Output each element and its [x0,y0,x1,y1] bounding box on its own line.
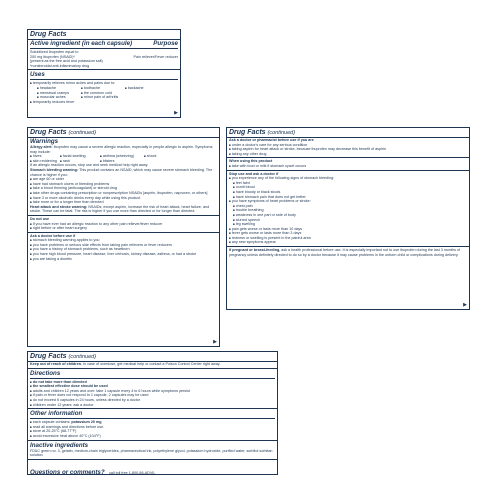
stop-more-item: ■ fever gets worse or lasts more than 3 days [229,231,467,236]
allergy-alert-label: Allergy alert: [30,145,53,149]
ask-doctor-item: ■ stomach bleeding warning applies to you [30,238,217,243]
symptom-item: ■ shock [144,154,156,159]
active-line: Solubilized ibuprofen equal to [30,50,79,54]
symptom-item: ■ blisters [100,159,115,164]
stop-bleed-item: ■ vomit blood [229,185,467,190]
inactive-ingredients-title: Inactive ingredients [30,441,89,449]
stomach-warning-label: Stomach bleeding warning: [30,167,79,172]
inactive-ingredients-text: FD&C green no. 3, gelatin, medium-chain triglycerides, pharmaceutical ink, polyethylene glycol, potassium hydroxide, purified water, sorbitol sorbitan solution [30,448,273,458]
stop-bleed-item: ■ have stomach pain that does not get better [229,195,467,200]
other-info-item: ■ store at 20-25°C (68-77°F) [30,429,275,434]
pregnancy-label: If pregnant or breast-feeding, [229,248,281,253]
uses-intro: ■ temporarily relieves minor aches and pains due to: [30,81,178,86]
direction-item: ■ if pain or fever does not respond to 1 capsule, 2 capsules may be used [30,393,275,398]
direction-item: ■ do not take more than directed [30,380,275,385]
stop-heart-item: ■ weakness in one part or side of body [229,213,467,218]
ask-doctor-item: ■ you have problems or serious side effects from taking pain relievers or fever reducers [30,243,217,248]
active-ingredient-title: Active ingredient (in each capsule) [30,40,133,47]
uses-item: ■ minor pain of arthritis [81,95,118,100]
symptom-item: ■ rash [60,159,100,164]
ask-doctor-item: ■ you are taking a diuretic [30,257,217,262]
uses-item: ■ backache [125,86,144,91]
continue-arrow-icon: ▶ [213,339,217,345]
ask-doctor-item: ■ you have a history of stomach problems, such as heartburn [30,247,217,252]
directions-title: Directions [30,369,61,377]
when-using-title: When using this product [229,159,273,164]
allergy-alert-text: Ibuprofen may cause a severe allergic reaction, especially in people allergic to aspirin. Symptoms may include: [30,145,213,154]
stop-bleed-item: ■ have bloody or black stools [229,190,467,195]
stomach-item: ■ have 3 or more alcoholic drinks every day while using this product [30,196,217,201]
stop-more-item: ■ redness or swelling is present in the painful area [229,236,467,241]
active-footnote: *nonsteroidal anti-inflammatory drug [30,63,90,68]
panel-header-continued: (continued) [68,354,97,360]
panel-header: Drug Facts [28,30,180,40]
allergy-after: If an allergic reaction occurs, stop use and seek medical help right away. [30,163,149,168]
when-using-item: ■ take with food or milk if stomach upset occurs [229,164,467,169]
uses-item: ■ muscular aches [37,95,81,100]
drug-facts-panel-4 [27,351,278,475]
stop-heart-intro: ■ you have symptoms of heart problems or stroke: [229,199,467,204]
panel-header: Drug Facts [30,353,67,360]
uses-fever: ■ temporarily reduces fever [30,100,178,105]
ask-doctor-title: Ask a doctor before use if [30,233,76,238]
ask-pharmacist-item: ■ under a doctor's care for any serious condition [229,143,467,148]
stop-more-item: ■ any new symptoms appear [229,240,467,245]
stop-use-intro: ■ you experience any of the following signs of stomach bleeding: [229,176,467,181]
stomach-item: ■ take a blood thinning (anticoagulant) or steroid drug [30,186,217,191]
stomach-item: ■ are age 60 or older [30,177,217,182]
stop-heart-item: ■ chest pain [229,204,467,209]
other-info-item: ■ read all warnings and directions before use. [30,425,275,430]
panel-header: Drug Facts [30,129,67,136]
stop-use-title: Stop use and ask a doctor if [229,171,279,176]
heart-warning-label: Heart attack and stroke warning: [30,204,88,209]
drug-facts-panel-3 [226,127,470,310]
symptom-item: ■ facial swelling [60,154,100,159]
keep-out-label: Keep out of reach of children. [30,362,83,366]
warnings-title: Warnings [30,138,59,145]
other-info-bold: potassium 20 mg [71,420,102,425]
pregnancy-text: ask a health professional before use. It is especially important not to use ibuprofen during the last 3 months of pregnancy unless definitely directed to do so by a doctor because it may cause problems in the unborn child or complications during delivery. [229,248,461,257]
stomach-item: ■ have had stomach ulcers or bleeding problems [30,182,217,187]
stomach-warning-text: This product contains an NSAID, which may cause severe stomach bleeding. The chance is higher if you: [30,167,213,177]
continue-arrow-icon: ▶ [463,302,467,308]
symptom-item: ■ hives [30,154,60,159]
direction-item: ■ children under 12 years: ask a doctor [30,403,275,408]
other-info-text: each capsule contains: [32,420,72,425]
uses-item: ■ menstrual cramps [37,91,81,96]
active-line: 200 mg ibuprofen (NSAID)* [30,54,75,59]
symptom-item: ■ asthma (wheezing) [100,154,144,159]
purpose-title: Purpose [153,40,178,47]
do-not-use-item: ■ if you have ever had an allergic reaction to any other pain reliever/fever reducer [30,222,217,227]
uses-title: Uses [30,71,45,79]
stop-heart-item: ■ trouble breathing [229,208,467,213]
ask-pharmacist-title: Ask a doctor or pharmacist before use if you are [229,138,314,142]
uses-item: ■ the common cold [81,91,112,96]
questions-text: call toll free 1-800-86-ADVIL [109,470,156,475]
active-purpose: Pain reliever/Fever reducer [133,54,178,59]
do-not-use-title: Do not use [30,216,50,221]
continue-arrow-icon: ▶ [174,110,178,116]
ask-pharmacist-item: ■ taking aspirin for heart attack or stroke, because ibuprofen may decrease this benefit of aspirin [229,147,467,152]
panel-header-continued: (continued) [267,130,296,136]
active-line: (present as the free acid and potassium salt) [30,59,103,64]
uses-item: ■ headache [37,86,81,91]
stop-bleed-item: ■ feel faint [229,181,467,186]
other-info-item: ■ avoid excessive heat above 40°C (104°F) [30,434,275,439]
ask-doctor-item: ■ you have high blood pressure, heart disease, liver cirrhosis, kidney disease, asthma, or had a stroke [30,252,217,257]
do-not-use-item: ■ right before or after heart surgery [30,226,217,231]
stop-more-item: ■ pain gets worse or lasts more than 10 days [229,227,467,232]
direction-item: ■ the smallest effective dose should be used [30,384,275,389]
stop-heart-item: ■ leg swelling [229,222,467,227]
heart-warning-text: NSAIDs, except aspirin, increase the risk of heart attack, heart failure, and stroke. These can be fatal. The risk is higher if you use more than directed or for longer than directed. [30,204,210,214]
ask-pharmacist-item: ■ taking any other drug [229,152,467,157]
keep-out-text: In case of overdose, get medical help or contact a Poison Control Center right away. [83,362,221,366]
direction-item: ■ adults and children 12 years and over: take 1 capsule every 4 to 6 hours while symptoms persist [30,389,275,394]
stop-heart-item: ■ slurred speech [229,218,467,223]
panel-header: Drug Facts [229,129,266,136]
direction-item: ■ do not exceed 6 capsules in 24 hours, unless directed by a doctor [30,398,275,403]
other-information-title: Other information [30,410,83,418]
panel-header-continued: (continued) [68,130,97,136]
symptom-item: ■ skin reddening [30,159,60,164]
stomach-item: ■ take more or for a longer time than directed [30,200,217,205]
drug-facts-panel-1 [27,29,181,118]
questions-label: Questions or comments? [30,468,105,475]
drug-facts-panel-2 [27,127,220,347]
uses-item: ■ toothache [81,86,125,91]
stomach-item: ■ take other drugs containing prescription or nonprescription NSAIDs [aspirin, ibuprofen, naproxen, or others] [30,191,217,196]
